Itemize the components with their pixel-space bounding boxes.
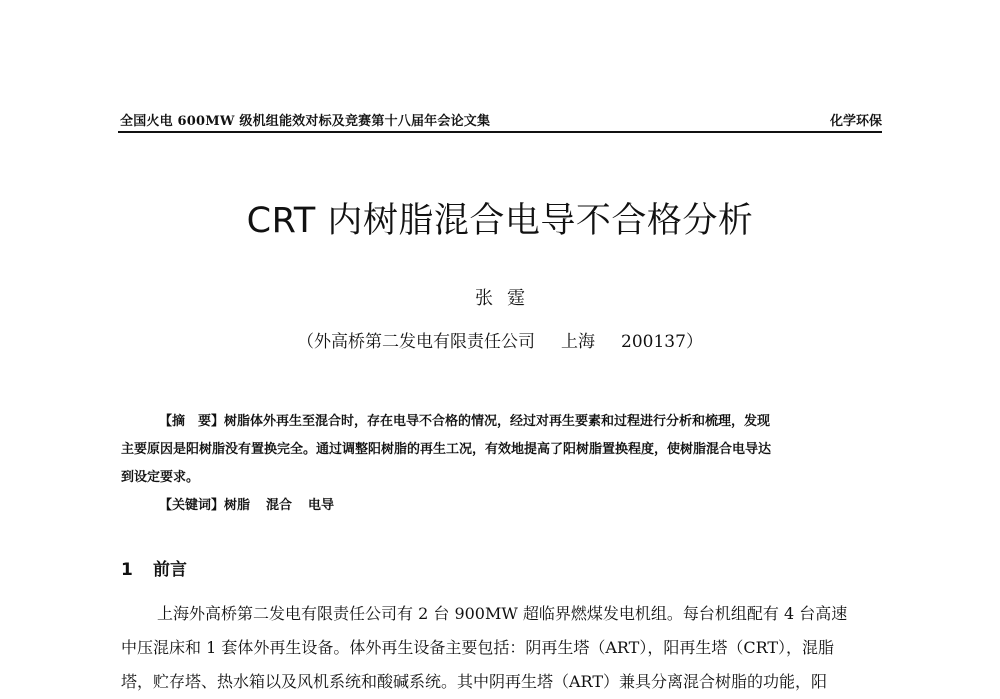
section-number: 1	[121, 560, 133, 580]
body-line: 塔，贮存塔、热水箱以及风机系统和酸碱系统。其中阴再生塔（ART）兼具分离混合树脂的功能，阳	[121, 672, 827, 691]
section-title: 前言	[153, 560, 187, 580]
keyword: 混合	[266, 498, 293, 513]
abstract-text: 树脂体外再生至混合时，存在电导不合格的情况，经过对再生要素和过程进行分析和梳理，发现	[224, 414, 771, 429]
keywords	[159, 494, 350, 513]
affiliation	[0, 327, 1000, 352]
abstract-line: 主要原因是阳树脂没有置换完全。通过调整阳树脂的再生工况，有效地提高了阳树脂置换程度，使树脂混合电导达	[121, 442, 772, 457]
keyword: 树脂	[224, 498, 251, 513]
keywords-label: 【关键词】	[159, 498, 225, 513]
body-line: 中压混床和 1 套体外再生设备。体外再生设备主要包括：阴再生塔（ART），阳再生塔（CRT），混脂	[121, 638, 835, 657]
section-body	[121, 597, 885, 699]
affiliation-postcode: 200137）	[621, 332, 703, 352]
section-category: 化学环保	[829, 114, 882, 129]
abstract-line: 到设定要求。	[121, 470, 200, 485]
abstract-label: 【摘 要】	[159, 414, 225, 429]
abstract-line	[121, 408, 885, 436]
affiliation-org: （外高桥第二发电有限责任公司	[297, 332, 536, 352]
header-rule	[118, 131, 882, 133]
section-heading	[121, 555, 187, 580]
author-name: 张霆	[475, 288, 539, 309]
paper-title: CRT 内树脂混合电导不合格分析	[246, 201, 754, 241]
proceedings-title: 全国火电 600MW 级机组能效对标及竞赛第十八届年会论文集	[120, 114, 491, 129]
body-line: 上海外高桥第二发电有限责任公司有 2 台 900MW 超临界燃煤发电机组。每台机组配有 4 台高速	[157, 604, 848, 623]
running-header	[120, 110, 882, 132]
abstract	[121, 408, 885, 492]
affiliation-city: 上海	[561, 332, 596, 352]
keyword: 电导	[308, 498, 335, 513]
